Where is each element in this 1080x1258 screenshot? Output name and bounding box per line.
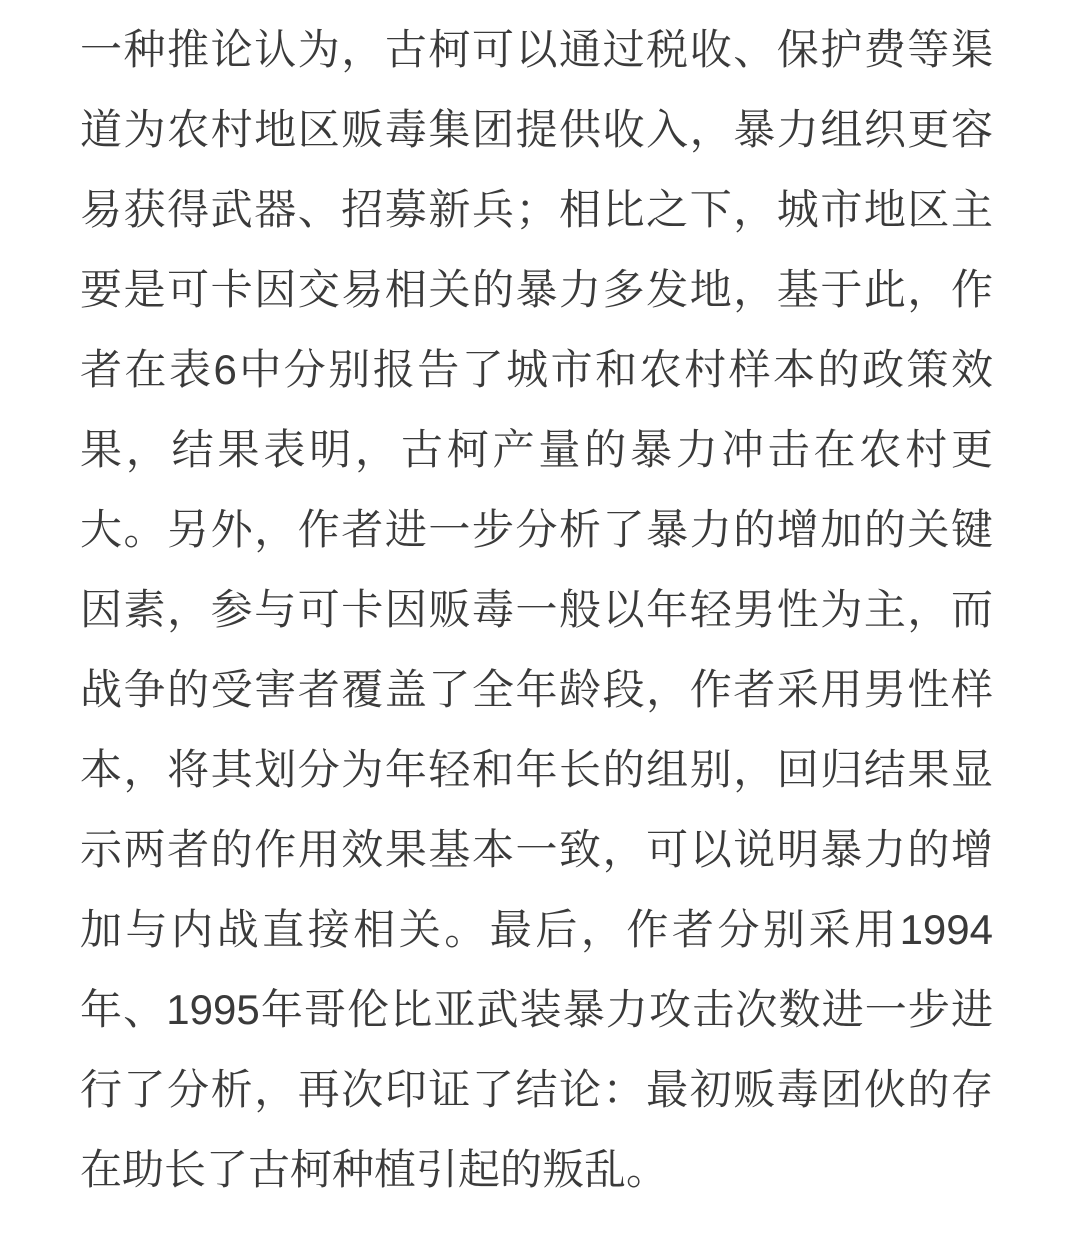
text-line: 行了分析，再次印证了结论：最初贩毒团伙的存 bbox=[80, 1066, 993, 1113]
text-line: 大。另外，作者进一步分析了暴力的增加的关键 bbox=[80, 506, 993, 553]
text-line: 加与内战直接相关。最后，作者分别采用1994 bbox=[80, 906, 993, 953]
text-line: 果，结果表明，古柯产量的暴力冲击在农村更 bbox=[80, 426, 993, 473]
text-line: 示两者的作用效果基本一致，可以说明暴力的增 bbox=[80, 826, 993, 873]
text-line: 者在表6中分别报告了城市和农村样本的政策效 bbox=[80, 346, 993, 393]
text-line: 本，将其划分为年轻和年长的组别，回归结果显 bbox=[80, 746, 993, 793]
text-line: 年、1995年哥伦比亚武装暴力攻击次数进一步进 bbox=[80, 986, 993, 1033]
paragraph bbox=[80, 10, 993, 1210]
text-line: 道为农村地区贩毒集团提供收入，暴力组织更容 bbox=[80, 106, 993, 153]
text-line: 在助长了古柯种植引起的叛乱。 bbox=[80, 1146, 669, 1193]
text-line: 因素，参与可卡因贩毒一般以年轻男性为主，而 bbox=[80, 586, 993, 633]
text-line: 一种推论认为，古柯可以通过税收、保护费等渠 bbox=[80, 26, 993, 73]
text-line: 战争的受害者覆盖了全年龄段，作者采用男性样 bbox=[80, 666, 993, 713]
text-line: 要是可卡因交易相关的暴力多发地，基于此，作 bbox=[80, 266, 993, 313]
text-line: 易获得武器、招募新兵；相比之下，城市地区主 bbox=[80, 186, 993, 233]
